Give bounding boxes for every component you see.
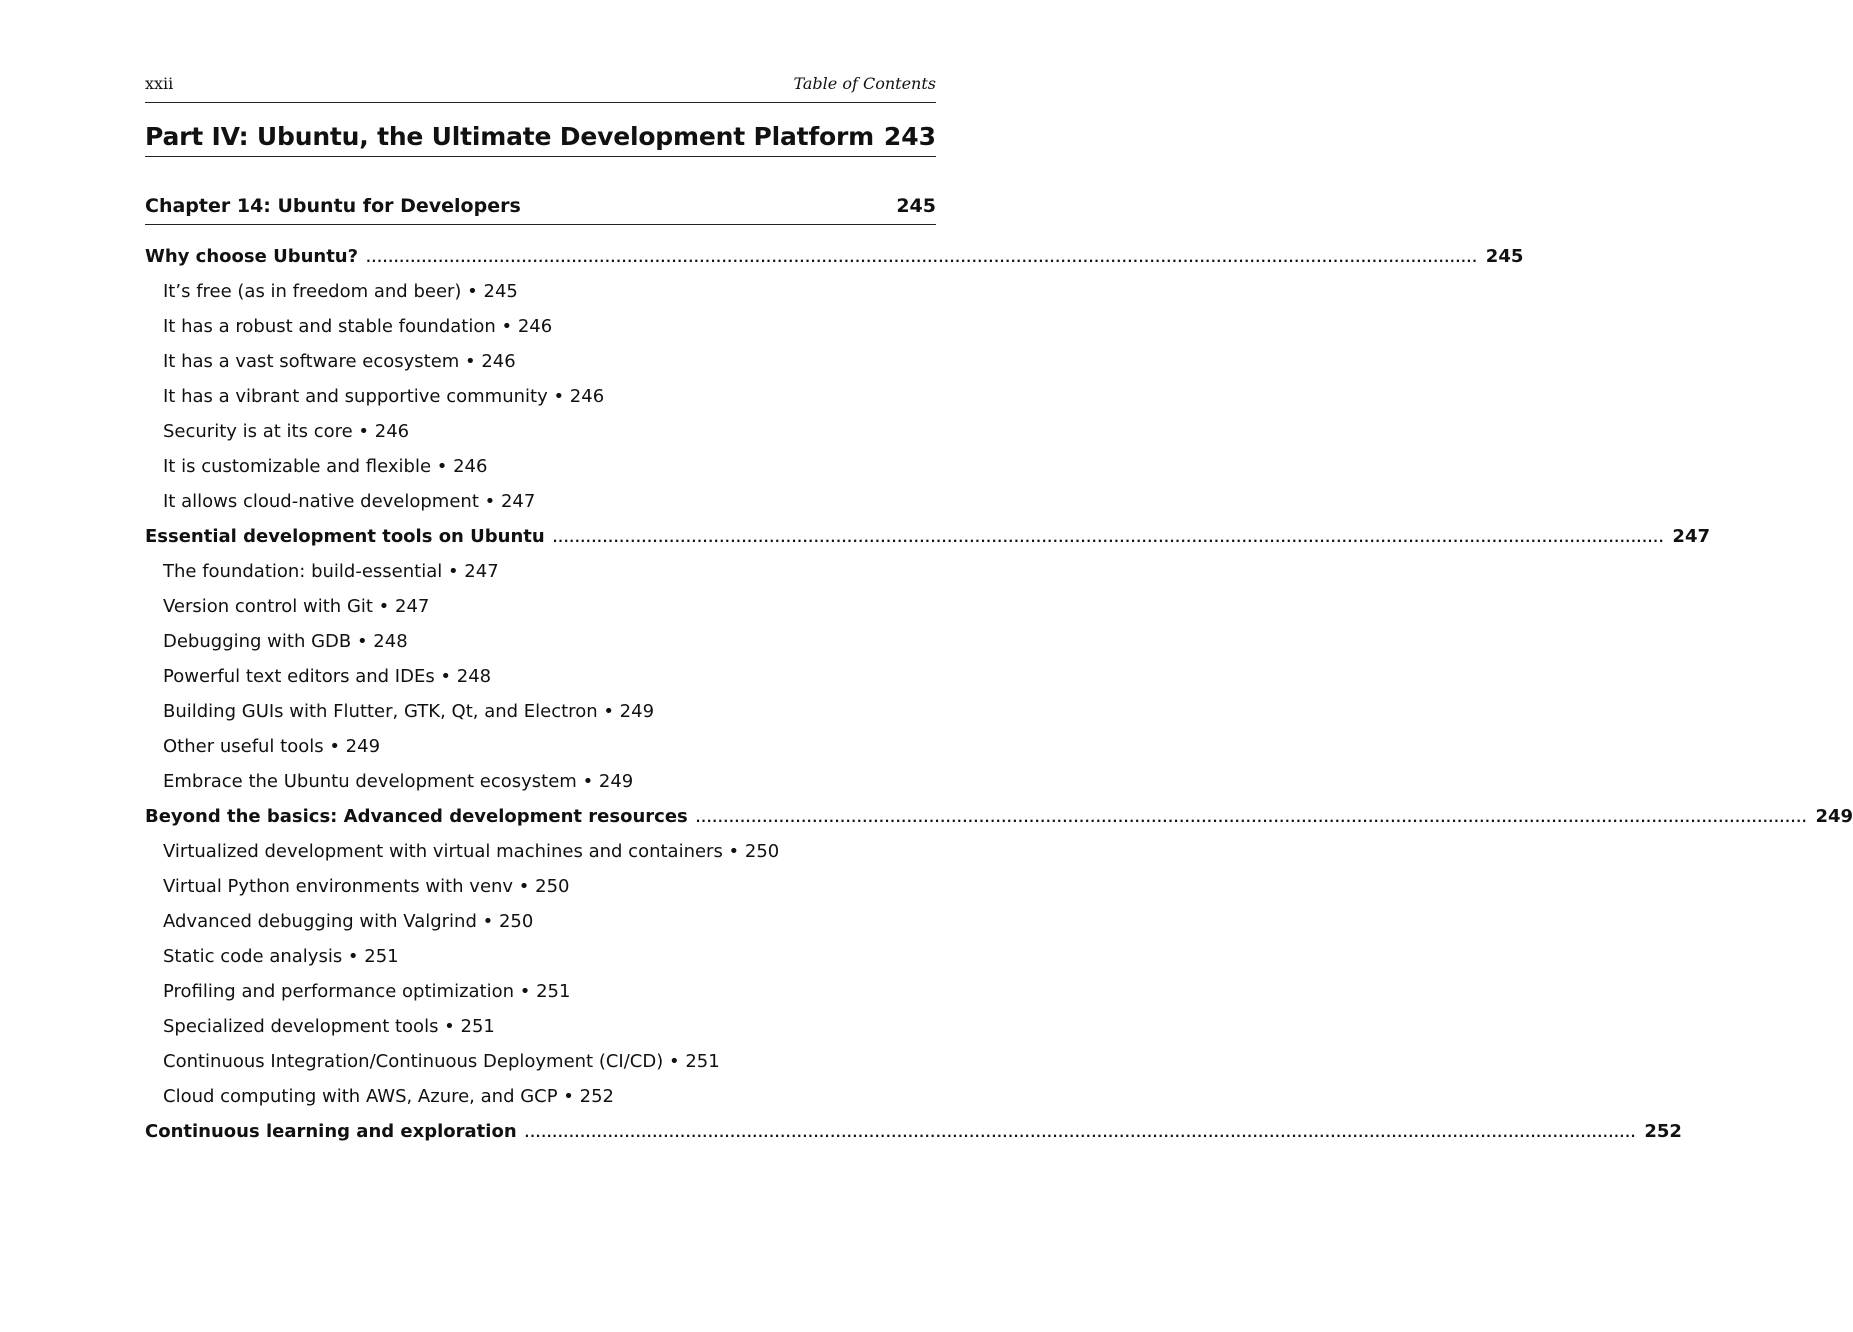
dot-leader: ........................................................................................................................................................................................................ [695, 811, 1808, 825]
toc-section-entry[interactable] [145, 519, 1710, 554]
toc-subsection-entry[interactable]: Embrace the Ubuntu development ecosystem • 249 [163, 771, 634, 792]
part-title: Part IV: Ubuntu, the Ultimate Development Platform [145, 122, 875, 151]
toc-subsection-entry[interactable]: Advanced debugging with Valgrind • 250 [163, 911, 534, 932]
toc-section-title: Continuous learning and exploration [145, 1121, 517, 1142]
dot-leader: ........................................................................................................................................................................................................ [524, 1126, 1637, 1140]
chapter-heading[interactable] [145, 192, 936, 225]
toc-section-page-number: 249 [1815, 806, 1853, 827]
toc-subsection-entry[interactable]: Other useful tools • 249 [163, 736, 381, 757]
toc-section-title: Why choose Ubuntu? [145, 246, 359, 267]
toc-subsection-entry[interactable]: The foundation: build-essential • 247 [163, 561, 499, 582]
toc-subsection-entry[interactable]: It’s free (as in freedom and beer) • 245 [163, 281, 518, 302]
toc-subsection-entry[interactable]: Static code analysis • 251 [163, 946, 399, 967]
toc-section-page-number: 247 [1672, 526, 1710, 547]
toc-entry-list [145, 239, 1853, 1149]
toc-subsection-entry[interactable]: It is customizable and flexible • 246 [163, 456, 488, 477]
toc-subsection-entry[interactable]: Virtualized development with virtual machines and containers • 250 [163, 841, 780, 862]
running-header [145, 72, 936, 103]
dot-leader: ........................................................................................................................................................................................................ [552, 531, 1665, 545]
toc-subsection-entry[interactable]: Profiling and performance optimization • 251 [163, 981, 571, 1002]
page-number: xxii [145, 74, 174, 93]
toc-subsection-entry[interactable]: Cloud computing with AWS, Azure, and GCP • 252 [163, 1086, 615, 1107]
toc-section-page-number: 252 [1644, 1121, 1682, 1142]
toc-subsection-entry[interactable]: It has a vibrant and supportive community • 246 [163, 386, 605, 407]
toc-section-entry[interactable] [145, 1114, 1682, 1149]
toc-subsection-entry[interactable]: Security is at its core • 246 [163, 421, 410, 442]
toc-subsection-entry[interactable]: It allows cloud-native development • 247 [163, 491, 536, 512]
toc-section-page-number: 245 [1485, 246, 1524, 267]
running-title: Table of Contents [793, 74, 936, 93]
part-page-number: 243 [883, 122, 936, 151]
chapter-title: Chapter 14: Ubuntu for Developers [145, 195, 521, 217]
toc-subsection-entry[interactable]: Powerful text editors and IDEs • 248 [163, 666, 492, 687]
toc-subsection-entry[interactable]: Continuous Integration/Continuous Deployment (CI/CD) • 251 [163, 1051, 720, 1072]
toc-subsection-entry[interactable]: Debugging with GDB • 248 [163, 631, 408, 652]
toc-section-entry[interactable] [145, 239, 1524, 274]
toc-subsection-entry[interactable]: Version control with Git • 247 [163, 596, 430, 617]
toc-subsection-entry[interactable]: Building GUIs with Flutter, GTK, Qt, and Electron • 249 [163, 701, 655, 722]
toc-page [145, 0, 1853, 1332]
part-heading[interactable] [145, 118, 936, 157]
toc-section-entry[interactable] [145, 799, 1853, 834]
toc-subsection-entry[interactable]: It has a vast software ecosystem • 246 [163, 351, 516, 372]
toc-subsection-entry[interactable]: It has a robust and stable foundation • 246 [163, 316, 553, 337]
toc-section-title: Beyond the basics: Advanced development resources [145, 806, 688, 827]
toc-subsection-entry[interactable]: Specialized development tools • 251 [163, 1016, 495, 1037]
dot-leader: ........................................................................................................................................................................................................ [366, 251, 1478, 265]
toc-section-title: Essential development tools on Ubuntu [145, 526, 545, 547]
toc-subsection-entry[interactable]: Virtual Python environments with venv • 250 [163, 876, 570, 897]
chapter-page-number: 245 [896, 195, 936, 217]
